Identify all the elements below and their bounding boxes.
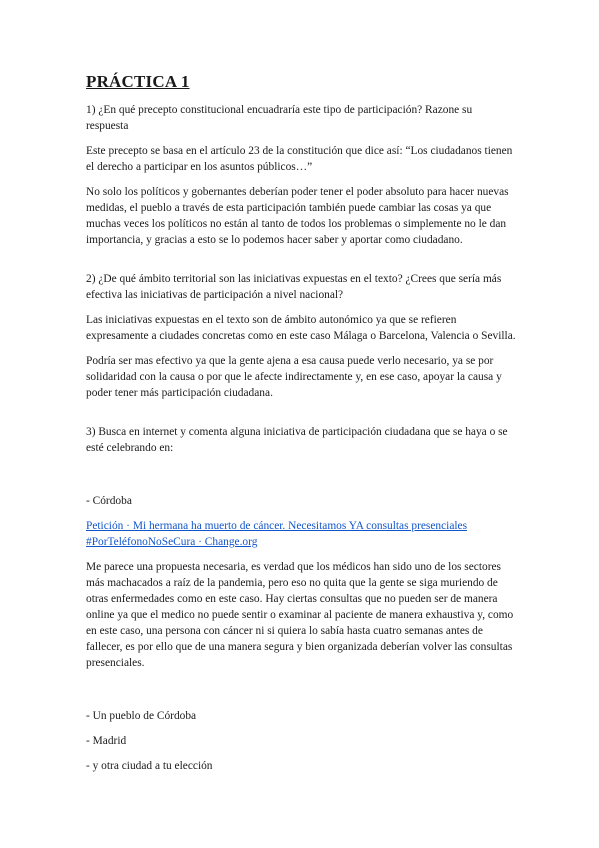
list-item-madrid: - Madrid (86, 735, 127, 747)
page-title: PRÁCTICA 1 (86, 72, 190, 91)
answer-1-paragraph-1: Este precepto se basa en el artículo 23 de la constitución que dice así: “Los ciudadanos tienen el derecho a participar en los asuntos públicos…” (86, 145, 513, 173)
spacer (86, 257, 516, 271)
answer-2-paragraph-1: Las iniciativas expuestas en el texto son de ámbito autonómico ya que se refieren expresamente a ciudades concretas como en este caso Málaga o Barcelona, Valencia o Sevilla. (86, 314, 516, 342)
spacer (86, 410, 516, 424)
document-page (86, 72, 516, 783)
petition-comment: Me parece una propuesta necesaria, es verdad que los médicos han sido uno de los sectores más machacados a raíz de la pandemia, pero eso no quita que la gente se siga muriendo de otras enfermedades como en este caso. Hay ciertas consultas que no pueden ser de manera online ya que el medico no puede sentir o examinar al paciente de manera exhaustiva y, como en este caso, una persona con cáncer ni si quiera lo sabía hasta cuatro semanas antes de fallecer, es por ello que de una manera segura y bien organizada deberían volver las consultas presenciales. (86, 561, 514, 669)
list-item-cordoba: - Córdoba (86, 495, 132, 507)
spacer (86, 465, 516, 493)
change-org-petition-link-paragraph (86, 518, 516, 550)
list-item-pueblo-cordoba: - Un pueblo de Córdoba (86, 710, 197, 722)
change-org-petition-link[interactable]: Petición · Mi hermana ha muerto de cáncer. Necesitamos YA consultas presenciales #PorTeléfonoNoSeCura · Change.org (86, 520, 468, 548)
answer-2-paragraph-2: Podría ser mas efectivo ya que la gente ajena a esa causa puede verlo necesario, ya se por solidaridad con la causa o por que le afecte indirectamente y, en ese caso, apoyar la causa y poder tener más participación ciudadana. (86, 355, 502, 399)
question-3: 3) Busca en internet y comenta alguna iniciativa de participación ciudadana que se haya o se esté celebrando en: (86, 426, 508, 454)
question-1: 1) ¿En qué precepto constitucional encuadraría este tipo de participación? Razone su respuesta (86, 104, 473, 132)
list-item-otra-ciudad: - y otra ciudad a tu elección (86, 760, 213, 772)
question-2: 2) ¿De qué ámbito territorial son las iniciativas expuestas en el texto? ¿Crees que sería más efectiva las iniciativas de participación a nivel nacional? (86, 273, 502, 301)
spacer (86, 680, 516, 708)
answer-1-paragraph-2: No solo los políticos y gobernantes deberían poder tener el poder absoluto para hacer nuevas medidas, el pueblo a través de esta participación también puede cambiar las cosas ya que muchas veces los políticos no están al tanto de todos los problemas o simplemente no le dan importancia, y gracias a esto se lo podemos hacer saber y aportar como ciudadano. (86, 186, 509, 246)
